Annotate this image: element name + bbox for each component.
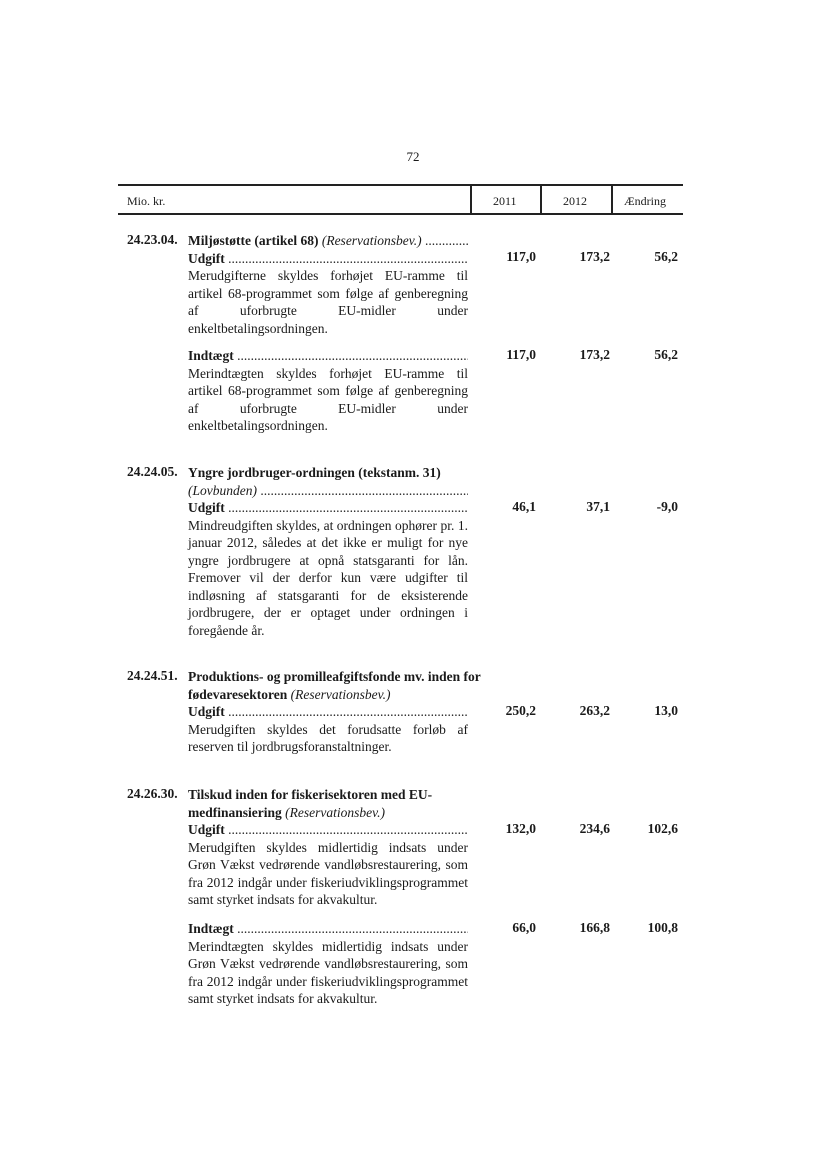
line-explanation: Merindtægten skyldes midlertidig indsats under Grøn Vækst vedrørende vandløbsrestaurering, som fra 2012 indgår under fiskeriudviklingsprogrammet samt styrket indsats for akvakultur. (188, 938, 468, 1006)
entry-title: Tilskud inden for fiskerisektoren med EU-medfinansiering (Reservationsbev.) (188, 787, 433, 820)
value-2011: 117,0 (506, 347, 536, 362)
value-change: 13,0 (654, 703, 678, 718)
line-label: Udgift ..... (188, 499, 468, 517)
line-explanation: Merudgiften skyldes det forudsatte forløb af reserven til jordbrugsforanstaltninger. (188, 721, 468, 754)
line-label: Udgift ..... (188, 250, 468, 268)
entry-block (188, 347, 468, 435)
header-col-change: Ændring (624, 194, 666, 208)
entry-title-italic: (Lovbunden) ..... (188, 482, 468, 500)
line-explanation: Mindreudgiften skyldes, at ordningen ophører pr. 1. januar 2012, således at det ikke er muligt for nye yngre jordbrugere at opnå statsgaranti for lån. Fremover vil der derfor kun være udgifter til indløsning af statsgaranti for de eksisterende jordbrugere, der er optaget under ordningen i foregående år. (188, 517, 468, 638)
header-unit: Mio. kr. (127, 194, 166, 208)
line-label: Indtægt ..... (188, 347, 468, 365)
value-2011: 250,2 (505, 703, 536, 718)
value-2012: 263,2 (579, 703, 610, 718)
entry-block (188, 232, 468, 337)
header-col-2012: 2012 (563, 194, 587, 208)
line-explanation: Merudgifterne skyldes forhøjet EU-ramme til artikel 68-programmet som følge af genberegning af uforbrugte EU-midler under enkeltbetalingsordningen. (188, 268, 468, 336)
entry-title: Produktions- og promilleafgiftsfonde mv. inden for fødevaresektoren (Reservationsbev.) (188, 669, 481, 702)
header-divider (611, 184, 613, 215)
entry-title: Yngre jordbruger-ordningen (tekstanm. 31) (188, 465, 441, 480)
line-label: Udgift ..... (188, 703, 468, 721)
value-change: -9,0 (656, 499, 678, 514)
entry-block (188, 464, 468, 639)
entry-block (188, 786, 468, 909)
header-top-rule (118, 184, 683, 186)
entry-number: 24.24.05. (127, 464, 178, 479)
value-change: 102,6 (647, 821, 678, 836)
entry-number: 24.23.04. (127, 232, 178, 247)
entry-number: 24.24.51. (127, 668, 178, 683)
line-explanation: Merindtægten skyldes forhøjet EU-ramme til artikel 68-programmet som følge af genberegning af uforbrugte EU-midler under enkeltbetalingsordningen. (188, 365, 468, 433)
value-2012: 173,2 (579, 249, 610, 264)
value-change: 56,2 (654, 347, 678, 362)
value-2011: 117,0 (506, 249, 536, 264)
entry-number: 24.26.30. (127, 786, 178, 801)
value-change: 56,2 (654, 249, 678, 264)
header-divider (470, 184, 472, 215)
value-2012: 173,2 (579, 347, 610, 362)
value-2011: 46,1 (512, 499, 536, 514)
entry-block (188, 668, 498, 756)
value-2011: 132,0 (505, 821, 536, 836)
page-number: 72 (406, 149, 420, 164)
line-label: Indtægt ..... (188, 920, 468, 938)
entry-block (188, 920, 468, 1008)
value-change: 100,8 (647, 920, 678, 935)
header-bottom-rule (118, 213, 683, 215)
header-col-2011: 2011 (493, 194, 517, 208)
line-label: Udgift ..... (188, 821, 468, 839)
value-2012: 37,1 (586, 499, 610, 514)
value-2011: 66,0 (512, 920, 536, 935)
entry-title: Miljøstøtte (artikel 68) (Reservationsbev.) ..... (188, 232, 468, 250)
header-divider (540, 184, 542, 215)
value-2012: 234,6 (579, 821, 610, 836)
line-explanation: Merudgiften skyldes midlertidig indsats under Grøn Vækst vedrørende vandløbsrestaurering, som fra 2012 indgår under fiskeriudviklingsprogrammet samt styrket indsats for akvakultur. (188, 839, 468, 907)
value-2012: 166,8 (579, 920, 610, 935)
